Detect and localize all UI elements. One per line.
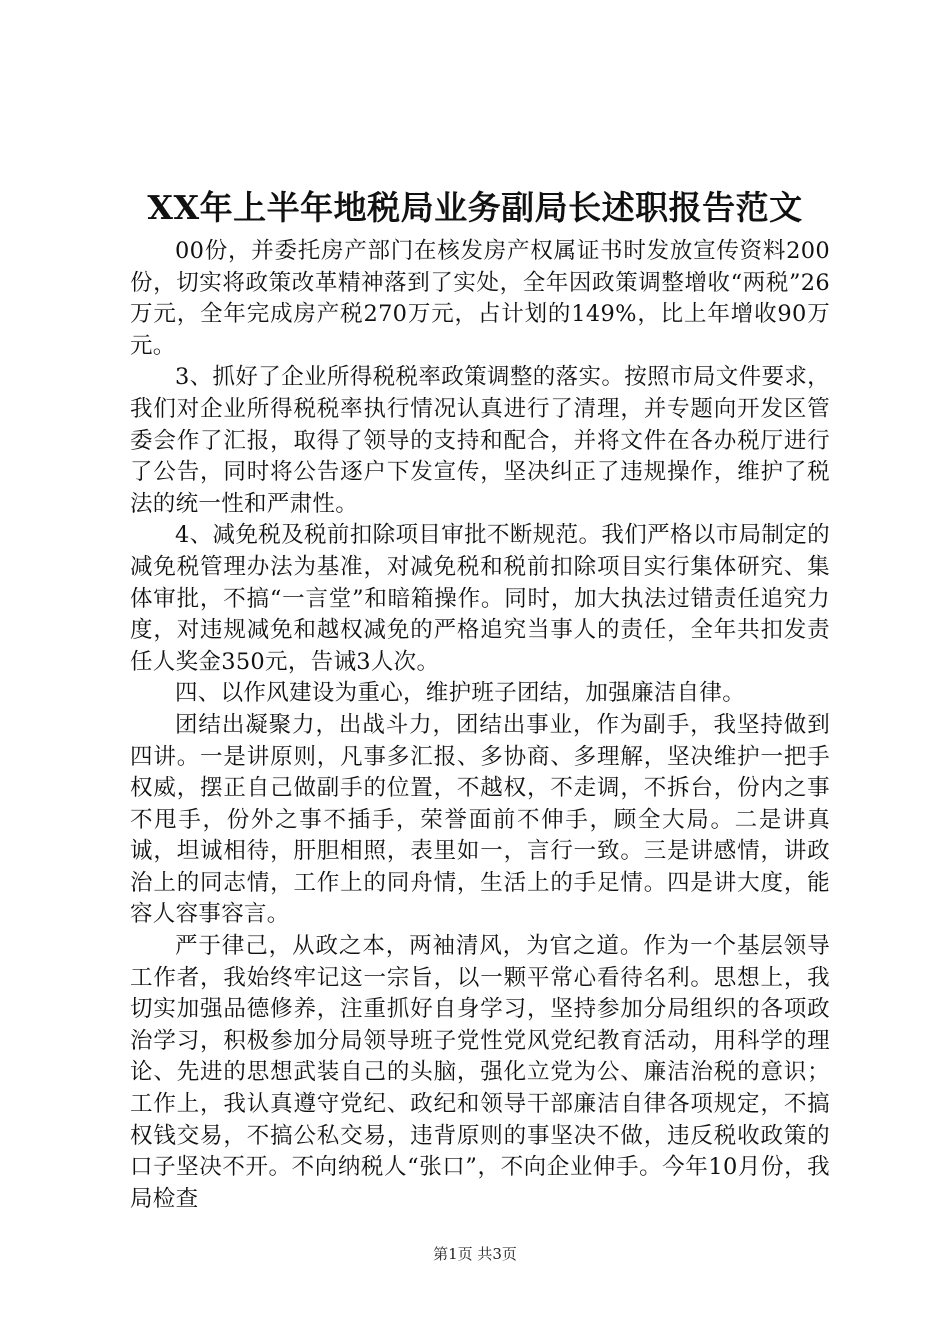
paragraph-1: 00份，并委托房产部门在核发房产权属证书时发放宣传资料200份，切实将政策改革精神落到了实处，全年因政策调整增收“两税”26万元，全年完成房产税270万元，占计划的149%，比上年增收90万元。 [130, 238, 830, 359]
paragraph-5: 团结出凝聚力，出战斗力，团结出事业，作为副手，我坚持做到四讲。一是讲原则，凡事多汇报、多协商、多理解，坚决维护一把手权威，摆正自己做副手的位置，不越权，不走调，不拆台，份内之事不甩手，份外之事不插手，荣誉面前不伸手，顾全大局。二是讲真诚，坦诚相待，肝胆相照，表里如一，言行一致。三是讲感情，讲政治上的同志情，工作上的同舟情，生活上的手足情。四是讲大度，能容人容事容言。 [130, 711, 830, 928]
page-title: XX年上半年地税局业务副局长述职报告范文 [147, 188, 803, 227]
section-heading-4: 四、以作风建设为重心，维护班子团结，加强廉洁自律。 [175, 680, 746, 707]
page-number-footer: 第1页 共3页 [433, 1245, 517, 1263]
paragraph-2: 3、抓好了企业所得税税率政策调整的落实。按照市局文件要求，我们对企业所得税税率执行情况认真进行了清理，并专题向开发区管委会作了汇报，取得了领导的支持和配合，并将文件在各办税厅进行了公告，同时将公告逐户下发宣传，坚决纠正了违规操作，维护了税法的统一性和严肃性。 [130, 364, 830, 517]
paragraph-6: 严于律己，从政之本，两袖清风，为官之道。作为一个基层领导工作者，我始终牢记这一宗旨，以一颗平常心看待名利。思想上，我切实加强品德修养，注重抓好自身学习，坚持参加分局组织的各项政治学习，积极参加分局领导班子党性党风党纪教育活动，用科学的理论、先进的思想武装自己的头脑，强化立党为公、廉洁治税的意识；工作上，我认真遵守党纪、政纪和领导干部廉洁自律各项规定，不搞权钱交易，不搞公私交易，违背原则的事坚决不做，违反税收政策的口子坚决不开。不向纳税人“张口”，不向企业伸手。今年10月份，我局检查 [130, 933, 830, 1212]
document-body [130, 236, 830, 1215]
paragraph-3: 4、减免税及税前扣除项目审批不断规范。我们严格以市局制定的减免税管理办法为基准，对减免税和税前扣除项目实行集体研究、集体审批，不搞“一言堂”和暗箱操作。同时，加大执法过错责任追究力度，对违规减免和越权减免的严格追究当事人的责任，全年共扣发责任人奖金350元，告诫3人次。 [130, 522, 830, 675]
